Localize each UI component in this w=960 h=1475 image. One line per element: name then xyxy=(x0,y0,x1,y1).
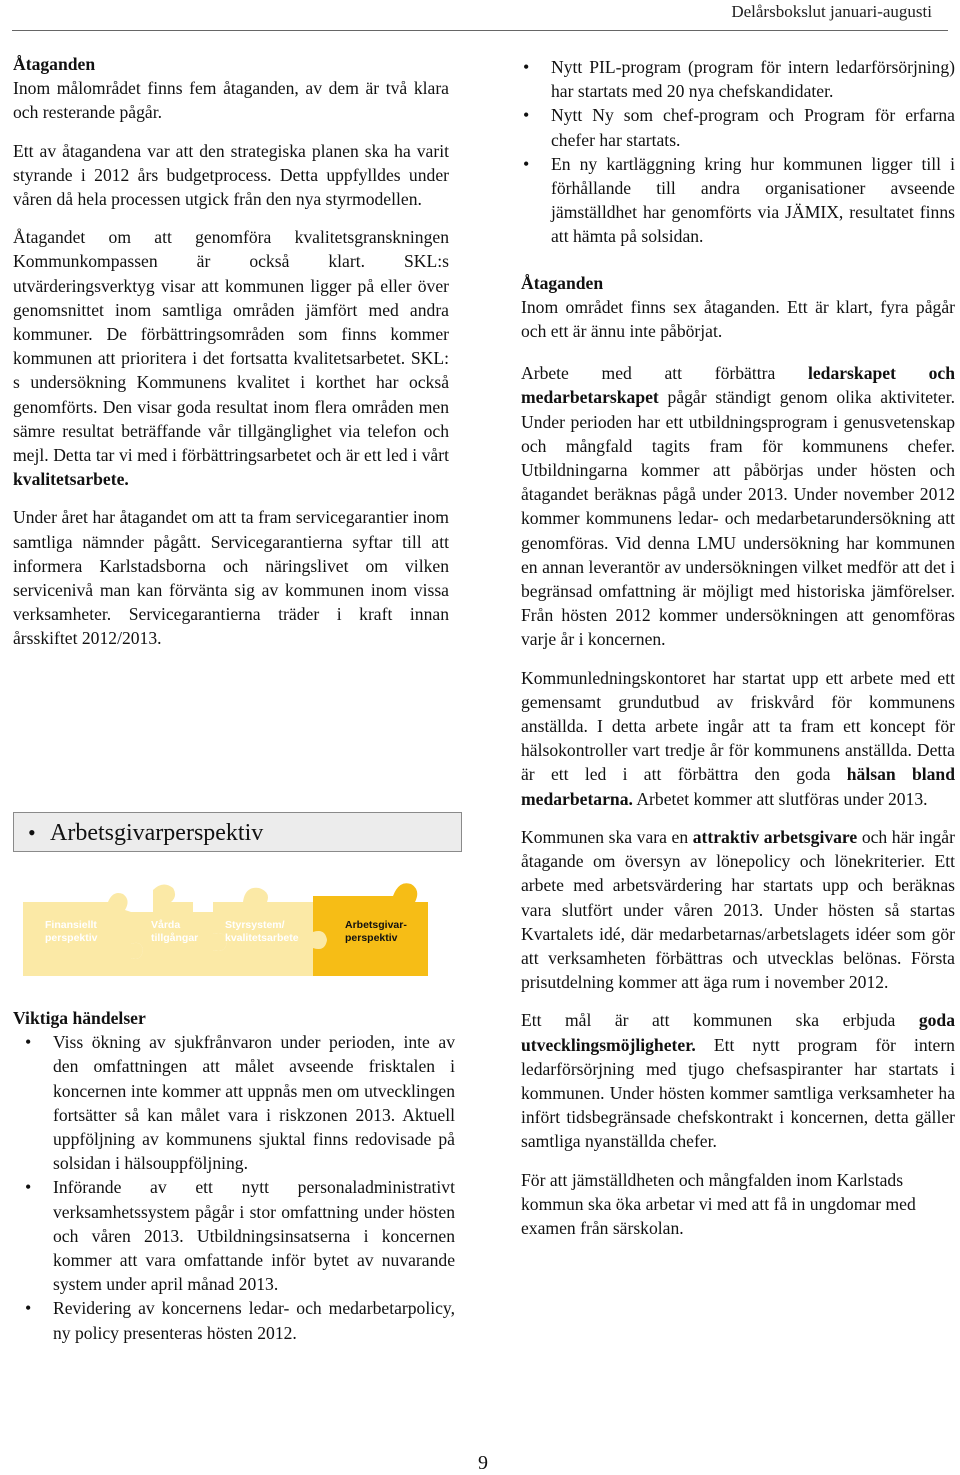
right-paragraph-5-text-a: Ett mål är att kommunen ska erbjuda xyxy=(521,1010,896,1031)
section-title: Arbetsgivarperspektiv xyxy=(50,820,264,846)
right-paragraph-5 xyxy=(521,1008,955,1153)
right-paragraph-5-bold: goda utvecklingsmöjligheter. xyxy=(521,1010,955,1055)
right-paragraph-3 xyxy=(521,666,955,811)
left-paragraph-1: Inom målområdet finns fem åtaganden, av dem är två klara och resterande pågår. xyxy=(13,78,449,123)
right-paragraph-4-bold: attraktiv arbetsgivare xyxy=(692,826,858,847)
right-paragraph-5-text-b: Ett nytt program för intern ledarförsörjning med tjugo chefsaspiranter har startats i kommunen. Under hösten kommer samtliga verksamheter ha infört tidsbegränsade chefskontrakt i koncernen, detta gäller samtliga nyanställda chefer. xyxy=(521,1034,955,1152)
section-bullet: • xyxy=(28,820,36,845)
puzzle-piece-finansiellt xyxy=(23,893,143,976)
right-bullet-item: • En ny kartläggning kring hur kommunen ligger till i förhållande till andra organisationer avseende jämställdhet har genomförts via JÄMIX, resultatet finns att hämta på solsidan. xyxy=(511,152,955,249)
right-bullet-item: • Nytt Ny som chef-program och Program för erfarna chefer har startats. xyxy=(511,103,955,151)
left-paragraph-2: Ett av åtagandena var att den strategiska planen ska ha varit styrande i 2012 års budgetprocess. Detta uppfylldes under våren då hela processen utgick från den nya styrmodellen. xyxy=(13,140,449,210)
right-paragraph-2-text-a: Arbete med att förbättra xyxy=(521,363,776,384)
puzzle-label-styrsystem: Styrsystem/ kvalitetsarbete xyxy=(225,919,299,944)
header-rule xyxy=(12,30,948,31)
right-paragraph-2 xyxy=(521,361,955,651)
left-paragraph-4: Under året har åtagandet om att ta fram servicegarantier inom samtliga nämnder pågått. Servicegarantierna syftar till att informera Karlstadsborna och näringslivet om vilken servicenivå man kan förvänta sig av kommunen inom vissa verksamheter. Servicegarantierna träder i kraft innan årsskiftet 2012/2013. xyxy=(13,507,449,649)
right-heading: Åtaganden xyxy=(521,272,604,293)
puzzle-piece-styrsystem xyxy=(213,888,327,976)
event-item: • Införande av ett nytt personaladministrativt verksamhetssystem pågår i stor omfattning under hösten och våren 2013. Utbildningsinsatserna i koncernen kommer att vara omfattande inför bytet av nuvarande system under april månad 2013. xyxy=(13,1175,455,1296)
puzzle-piece-arbetsgivar xyxy=(313,883,428,976)
perspective-puzzle-graphic xyxy=(13,872,458,984)
event-item: • Viss ökning av sjukfrånvaron under perioden, inte av den omfattningen att målet avseende frisktalen i koncernen inte kommer att uppnås men om utvecklingen fortsätter så kan målet vara i riskzonen 2013. Aktuell uppföljning av kommunens sjuktal finns redovisade på solsidan i hälsouppföljning. xyxy=(13,1030,455,1175)
right-paragraph-2-text-b: pågår ständigt genom olika aktiviteter. Under perioden har ett utbildningsprogram i genusvetenskap och mångfald tagits fram för kommunens chefer. Utbildningarna kommer att påbörjas under hösten och åtagandet beräknas pågå under 2013. Under november 2012 kommer kommunens ledar- och medarbetarundersökning att genomföras. Vid denna LMU undersökning har kommunen en annan leverantör av undersökningen vilket medför att det i begränsad omfattning är möjligt med historiska jämförelser. Från hösten 2012 kommer undersökningen att genomföras varje år i koncernen. xyxy=(521,387,956,650)
left-column xyxy=(13,52,449,651)
left-paragraph-3 xyxy=(13,225,449,491)
events-section xyxy=(13,1006,455,1345)
left-heading: Åtaganden xyxy=(13,54,96,74)
right-paragraph-6: För att jämställdheten och mångfalden inom Karlstads kommun ska öka arbetar vi med att få in ungdomar med examen från särskolan. xyxy=(521,1169,916,1238)
puzzle-piece-varda xyxy=(131,884,227,976)
right-paragraph-3-bold: hälsan bland medarbetarna. xyxy=(521,764,955,809)
event-item: • Revidering av koncernens ledar- och medarbetarpolicy, ny policy presenteras hösten 2012. xyxy=(13,1296,455,1344)
right-paragraph-4-text-a: Kommunen ska vara en xyxy=(521,826,689,847)
right-paragraph-4-text-b: och här ingår åtagande om översyn av lönepolicy och lönekriterier. Ett arbete med arbetsvärdering har startats upp och beräknas vara slutfört under våren 2013. Under hösten så startas Kvartalets idé, där medarbetarnas/arbetslagets idéer som gör att verksamheten förbättras och utvecklas belönas. Första prisutdelning kommer att äga rum i november 2012. xyxy=(521,826,955,993)
running-header: Delårsbokslut januari-augusti xyxy=(731,2,932,21)
left-paragraph-3-text: Åtagandet om att genomföra kvalitetsgranskningen Kommunkompassen är också klart. SKL:s utvärderingsverktyg visar att kommunen ligger på eller över genomsnittet inom samtliga områden jämfört med andra kommuner. De förbättringsområden som finns kommer kommunen att prioritera i det fortsatta kvalitetsarbetet. SKL: s undersökning Kommunens kvalitet i korthet har också genomförts. Den visar goda resultat inom flera områden men sämre resultat beträffande vår tillgänglighet via telefon och mejl. Detta tar vi med i förbättringsarbetet och är ett led i vårt xyxy=(13,227,449,466)
right-paragraph-1: Inom området finns sex åtaganden. Ett är klart, fyra pågår och ett är ännu inte påbörjat. xyxy=(521,296,955,342)
left-paragraph-3-bold: kvalitetsarbete. xyxy=(13,469,129,490)
right-bullet-list xyxy=(511,55,955,249)
puzzle-label-arbetsgivar: Arbetsgivar-perspektiv xyxy=(345,919,407,944)
right-bullet-item: • Nytt PIL-program (program för intern ledarförsörjning) har startats med 20 nya chefskandidater. xyxy=(511,55,955,103)
right-paragraph-3-text-b: Arbetet kommer att slutföras under 2013. xyxy=(636,788,928,809)
right-paragraph-4 xyxy=(521,825,955,994)
puzzle-label-varda: Vårda tillgångar xyxy=(151,919,199,944)
events-list xyxy=(13,1030,455,1345)
right-column xyxy=(521,55,955,1240)
right-paragraph-3-text-a: Kommunledningskontoret har startat upp ett arbete med ett gemensamt grundutbud av friskvård för kommunens anställda. I detta arbete ingår att ta fram ett koncept för hälsokontroller vart tredje år för kommunens anställda. Detta är ett led i att förbättra den goda xyxy=(521,667,955,785)
right-paragraph-2-bold: ledarskapet och medarbetarskapet xyxy=(521,363,955,408)
puzzle-label-finansiellt: Finansiellt perspektiv xyxy=(45,919,98,944)
events-heading: Viktiga händelser xyxy=(13,1008,146,1028)
section-header-arbetsgivarperspektiv xyxy=(13,812,462,852)
page-number: 9 xyxy=(478,1452,488,1474)
